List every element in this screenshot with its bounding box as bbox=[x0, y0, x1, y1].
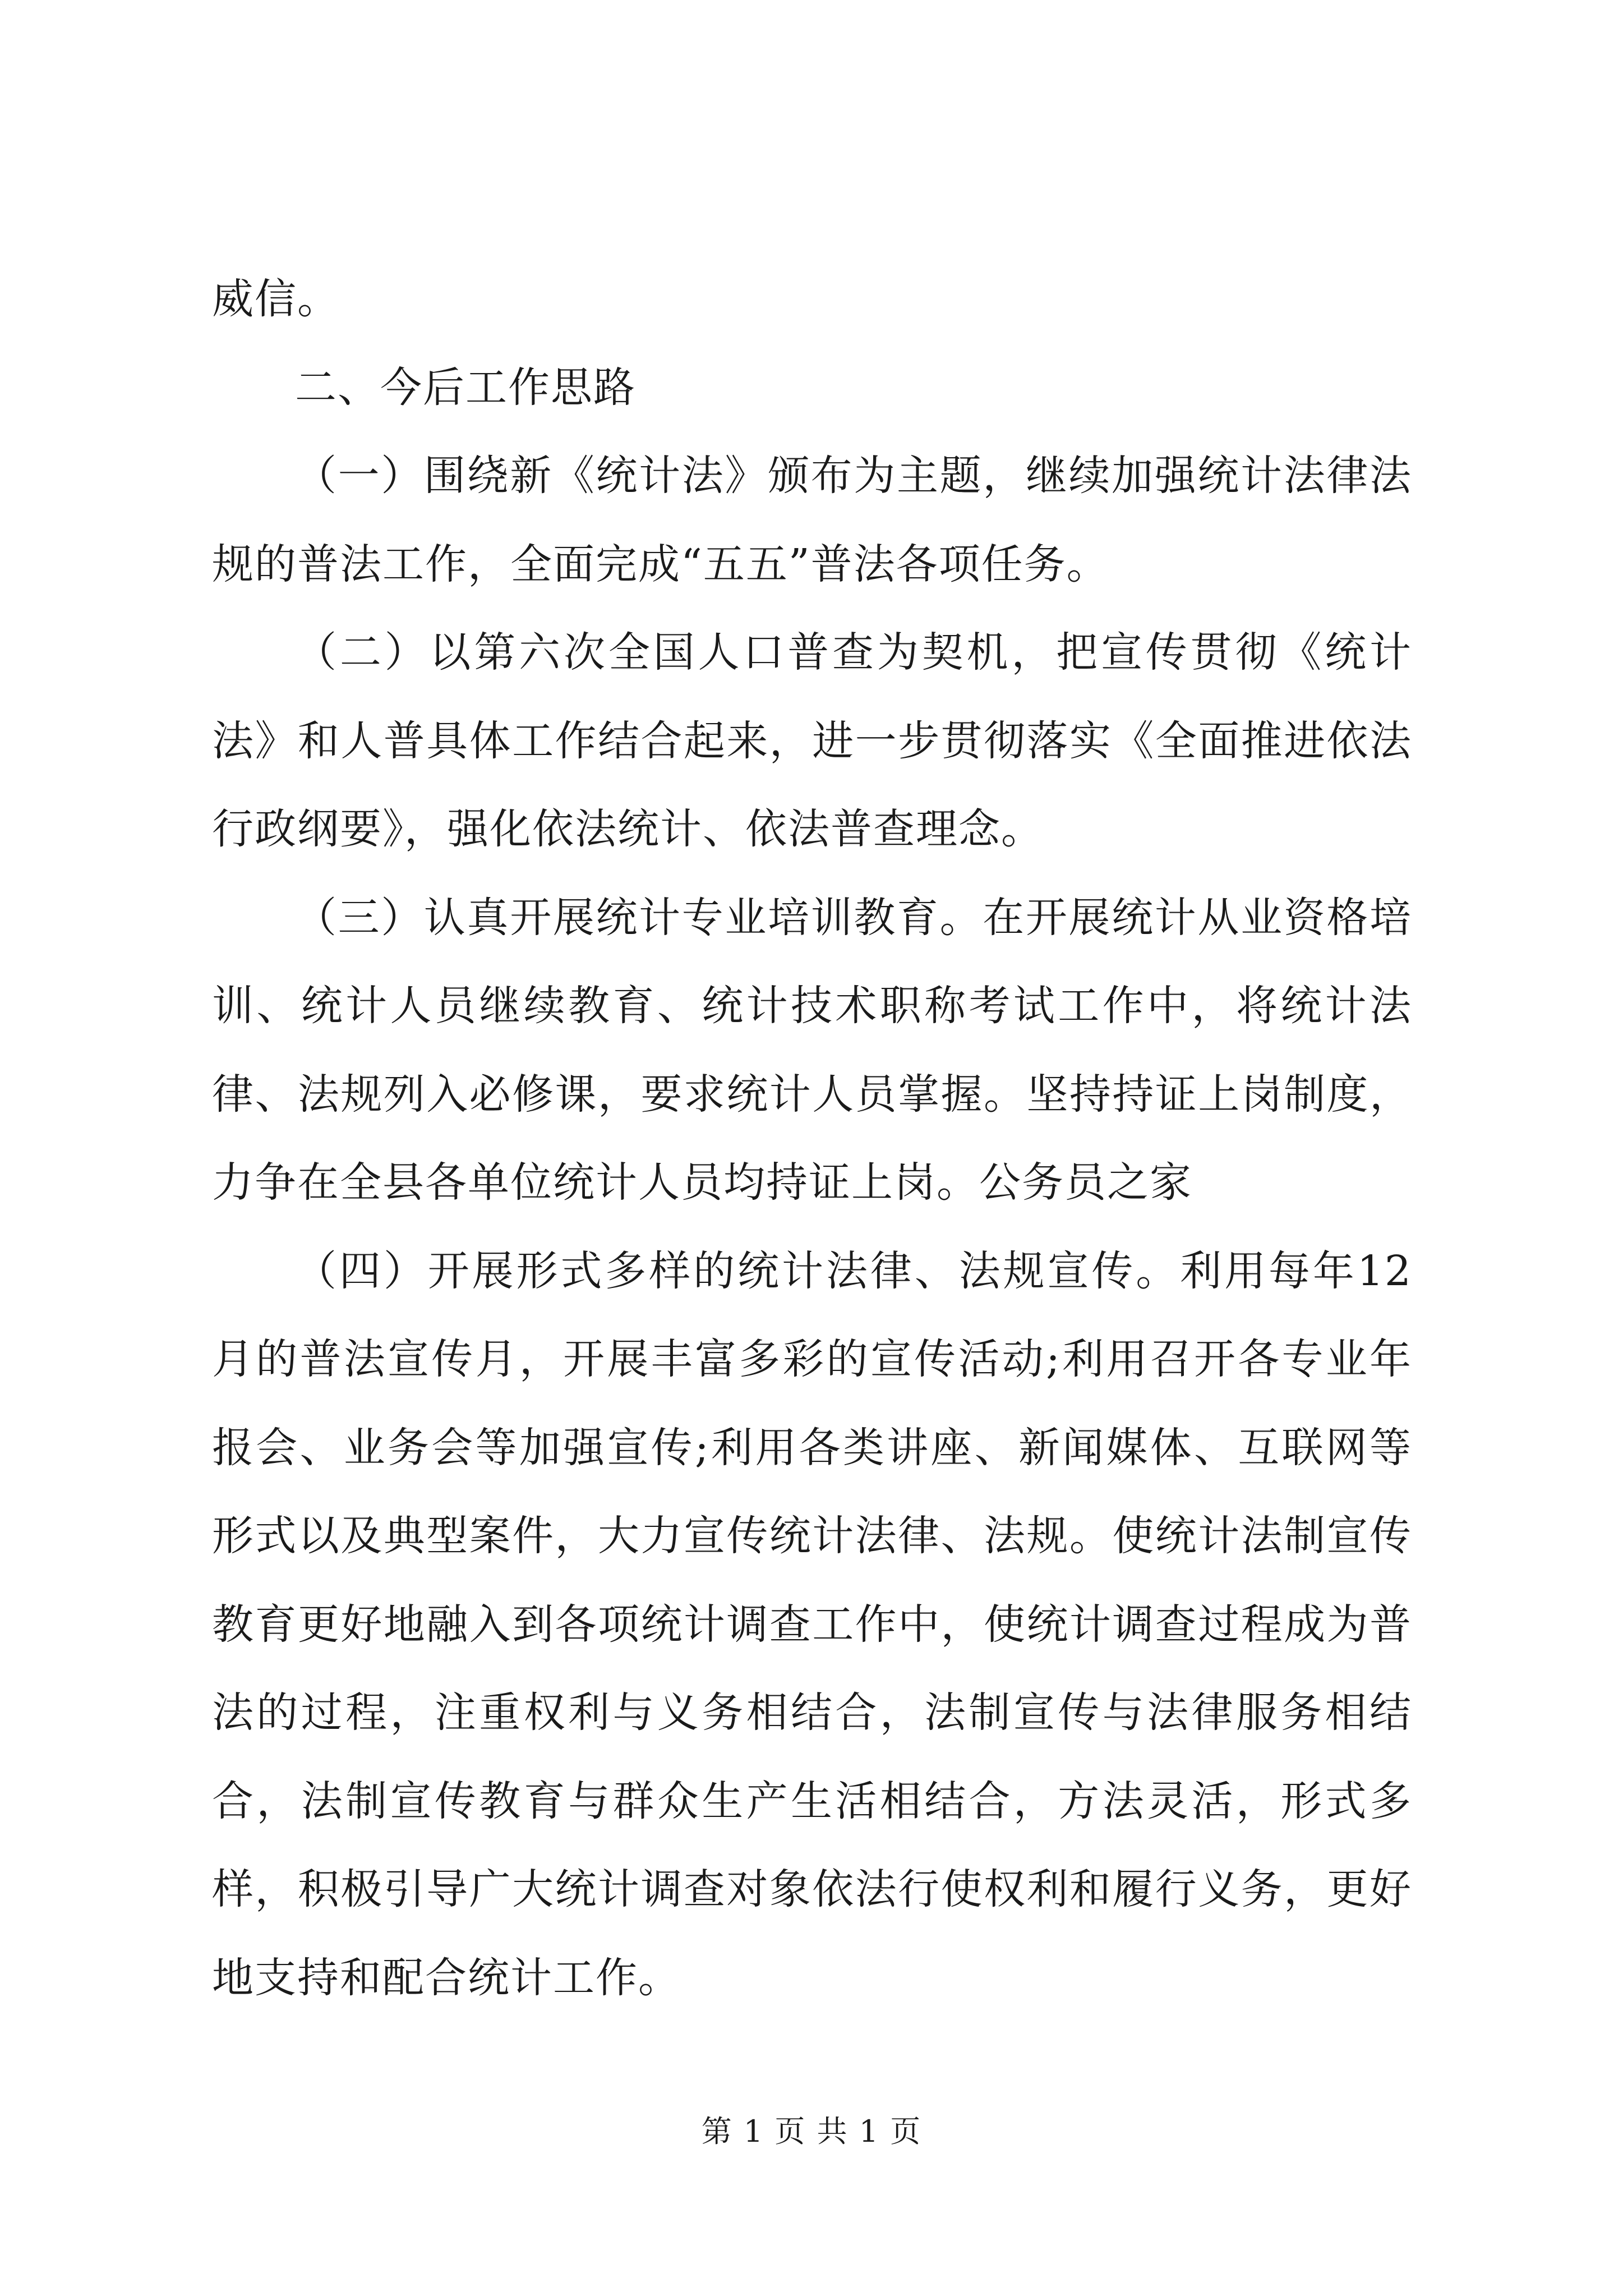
paragraph-2: （二）以第六次全国人口普查为契机，把宣传贯彻《统计法》和人普具体工作结合起来，进一步贯彻落实《全面推进依法行政纲要》，强化依法统计、依法普查理念。 bbox=[212, 628, 1412, 853]
paragraph-0: 威信。 bbox=[212, 275, 340, 323]
document-body bbox=[212, 255, 1412, 2022]
paragraph-3: （三）认真开展统计专业培训教育。在开展统计从业资格培训、统计人员继续教育、统计技术职称考试工作中，将统计法律、法规列入必修课，要求统计人员掌握。坚持持证上岗制度，力争在全县各单位统计人员均持证上岗。公务员之家 bbox=[212, 893, 1412, 1207]
section-heading: 二、今后工作思路 bbox=[295, 363, 636, 412]
paragraph-4: （四）开展形式多样的统计法律、法规宣传。利用每年12月的普法宣传月，开展丰富多彩的宣传活动;利用召开各专业年报会、业务会等加强宣传;利用各类讲座、新闻媒体、互联网等形式以及典型案件，大力宣传统计法律、法规。使统计法制宣传教育更好地融入到各项统计调查工作中，使统计调查过程成为普法的过程，注重权利与义务相结合，法制宣传与法律服务相结合，法制宣传教育与群众生产生活相结合，方法灵活，形式多样，积极引导广大统计调查对象依法行使权利和履行义务，更好地支持和配合统计工作。 bbox=[212, 1246, 1412, 2002]
paragraph-1: （一）围绕新《统计法》颁布为主题，继续加强统计法律法规的普法工作，全面完成“五五”普法各项任务。 bbox=[212, 452, 1412, 588]
page-footer: 第 1 页 共 1 页 bbox=[701, 2114, 922, 2149]
